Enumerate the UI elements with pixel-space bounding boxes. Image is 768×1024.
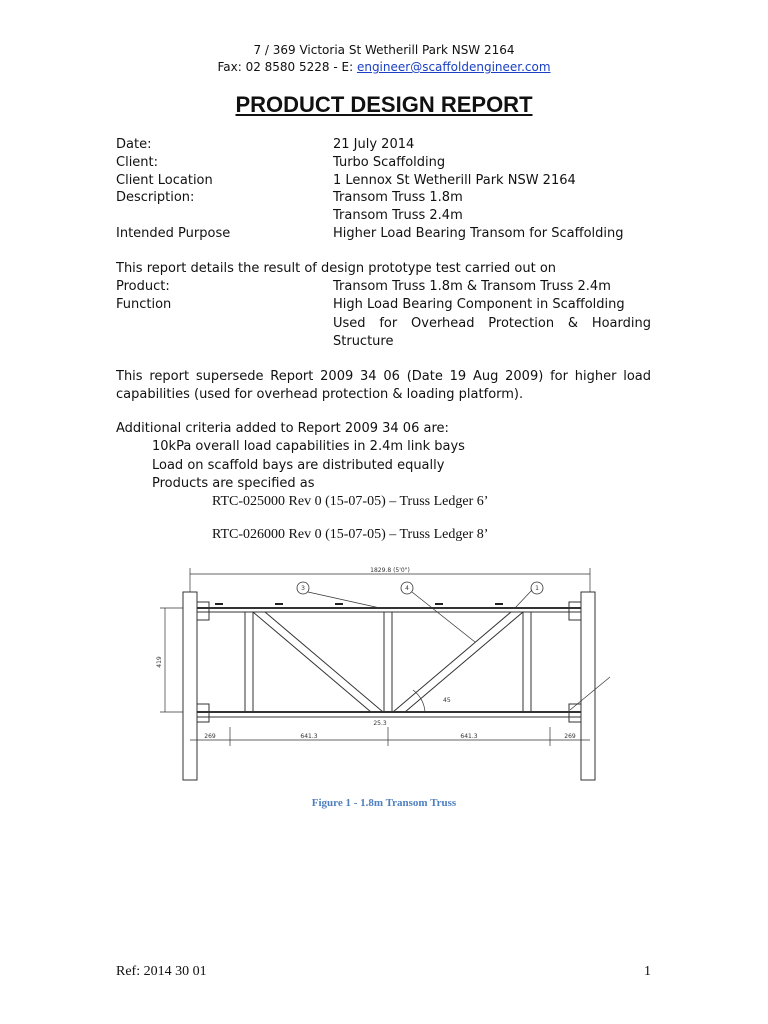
client-location-value: 1 Lennox St Wetherill Park NSW 2164 [333, 173, 576, 188]
client-location-label: Client Location [116, 173, 213, 188]
balloon-1: 1 [535, 585, 539, 592]
function-label: Function [116, 297, 172, 312]
dim-right: 269 [564, 733, 576, 740]
product-label: Product: [116, 279, 170, 294]
supersede-paragraph: This report supersede Report 2009 34 06 (Date 19 Aug 2009) for higher load capabilities (used for overhead protection & loading platform). [116, 369, 651, 402]
fax-text: Fax: 02 8580 5228 - E: [217, 60, 357, 74]
description-value-2: Transom Truss 2.4m [333, 208, 463, 223]
balloon-3: 3 [301, 585, 305, 592]
product-spec-2: RTC-026000 Rev 0 (15-07-05) – Truss Ledger 8’ [212, 527, 489, 542]
balloon-4: 4 [405, 585, 409, 592]
figure-caption: Figure 1 - 1.8m Transom Truss [311, 797, 457, 809]
left-standard [183, 592, 197, 780]
product-value: Transom Truss 1.8m & Transom Truss 2.4m [333, 279, 611, 294]
function-value-2: Used for Overhead Protection & Hoarding Structure [333, 316, 651, 349]
client-label: Client: [116, 155, 159, 170]
test-intro: This report details the result of design prototype test carried out on [116, 261, 557, 276]
right-standard [581, 592, 595, 780]
dim-mid-2: 641.3 [460, 733, 478, 740]
page-title: PRODUCT DESIGN REPORT [235, 92, 533, 117]
dim-mid-1: 641.3 [300, 733, 318, 740]
dim-center: 25.3 [373, 720, 387, 727]
date-value: 21 July 2014 [333, 137, 415, 152]
contact-line [0, 59, 768, 76]
function-value-1: High Load Bearing Component in Scaffolding [333, 297, 625, 312]
dim-height: 419 [156, 656, 163, 668]
angle-label: 45 [443, 697, 451, 704]
purpose-label: Intended Purpose [116, 226, 231, 241]
description-value-1: Transom Truss 1.8m [333, 190, 463, 205]
letterhead [0, 42, 768, 76]
criteria-item: Products are specified as [152, 476, 315, 491]
transom-truss-drawing [156, 562, 605, 784]
company-address: 7 / 369 Victoria St Wetherill Park NSW 2164 [253, 43, 515, 57]
criteria-intro: Additional criteria added to Report 2009 34 06 are: [116, 421, 449, 436]
purpose-value: Higher Load Bearing Transom for Scaffolding [333, 226, 624, 241]
client-value: Turbo Scaffolding [333, 155, 446, 170]
dim-overall: 1829.8 (5'0") [370, 567, 410, 574]
product-spec-1: RTC-025000 Rev 0 (15-07-05) – Truss Ledger 6’ [212, 494, 489, 509]
date-label: Date: [116, 137, 152, 152]
description-label: Description: [116, 190, 195, 205]
page-number: 1 [644, 964, 651, 979]
criteria-item: Load on scaffold bays are distributed equally [152, 458, 445, 473]
footer-ref: Ref: 2014 30 01 [116, 964, 207, 979]
email-link[interactable]: engineer@scaffoldengineer.com [356, 60, 551, 74]
criteria-item: 10kPa overall load capabilities in 2.4m link bays [152, 439, 465, 454]
dim-left: 269 [204, 733, 216, 740]
